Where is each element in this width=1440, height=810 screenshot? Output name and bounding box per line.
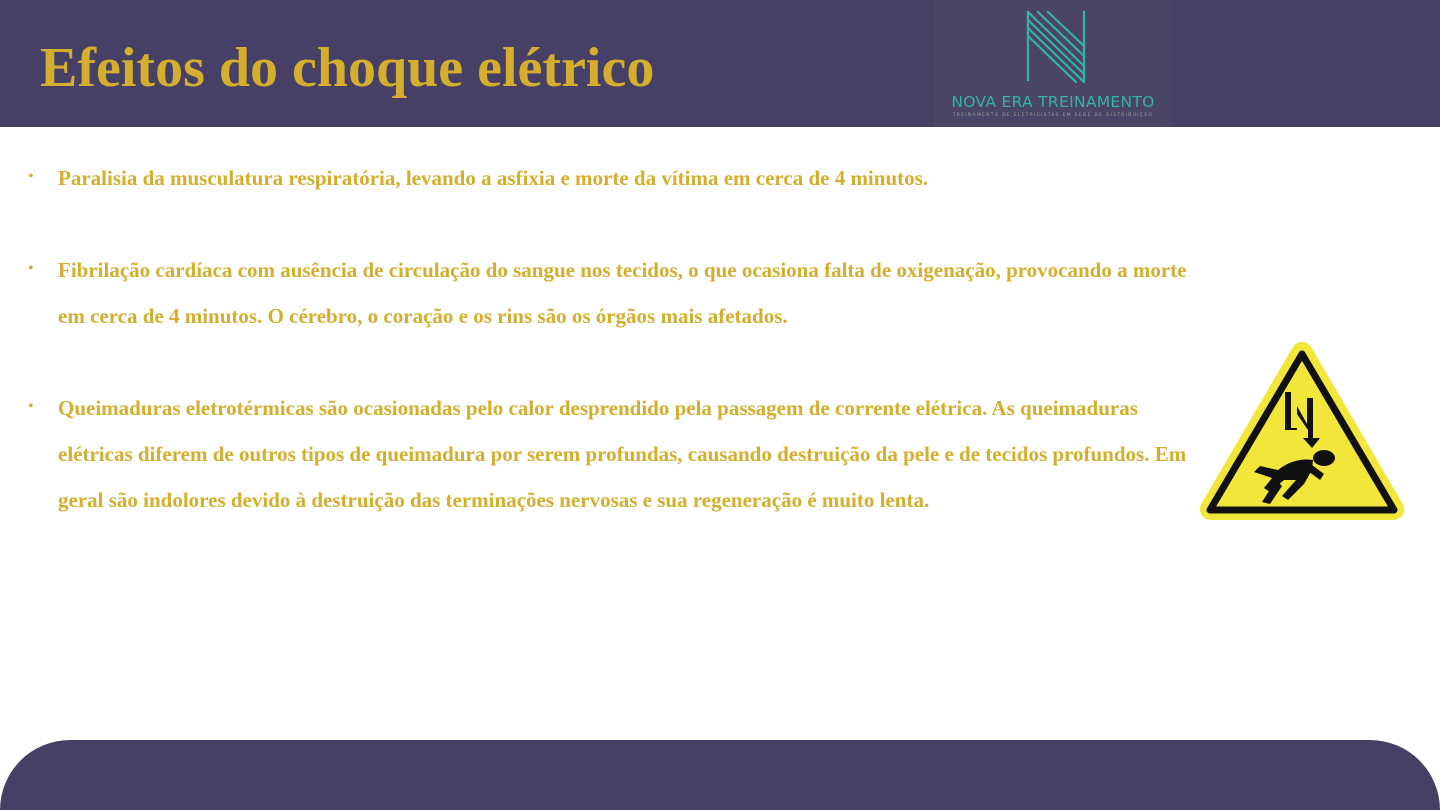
electric-shock-warning-icon — [1200, 340, 1405, 522]
bullet-marker: • — [28, 260, 34, 277]
list-item — [28, 155, 1203, 201]
logo-name: NOVA ERA TREINAMENTO — [951, 93, 1155, 111]
logo-tagline: TREINAMENTO DE ELETRICISTAS EM REDE DE DISTRIBUIÇÃO — [952, 113, 1154, 118]
bullet-marker: • — [28, 168, 34, 185]
bullet-text: Paralisia da musculatura respiratória, levando a asfixia e morte da vítima em cerca de 4 minutos. — [58, 166, 929, 190]
list-item — [28, 247, 1203, 339]
bullet-text: Queimaduras eletrotérmicas são ocasionadas pelo calor desprendido pela passagem de corrente elétrica. As queimaduras elétricas diferem de outros tipos de queimadura por serem profundas, causando destruição da pele e de tecidos profundos. Em geral são indolores devido à destruição das terminações nervosas e sua regeneração é muito lenta. — [58, 396, 1187, 512]
company-logo — [934, 0, 1172, 127]
bullet-text: Fibrilação cardíaca com ausência de circulação do sangue nos tecidos, o que ocasiona falta de oxigenação, provocando a morte em cerca de 4 minutos. O cérebro, o coração e os rins são os órgãos mais afetados. — [58, 258, 1187, 328]
bullet-list — [28, 155, 1203, 523]
header-bar — [0, 0, 1440, 127]
slide-title: Efeitos do choque elétrico — [40, 37, 655, 99]
footer-bar — [0, 740, 1440, 810]
logo-n-icon — [1026, 8, 1088, 84]
bullet-marker: • — [28, 398, 34, 415]
list-item — [28, 385, 1203, 523]
